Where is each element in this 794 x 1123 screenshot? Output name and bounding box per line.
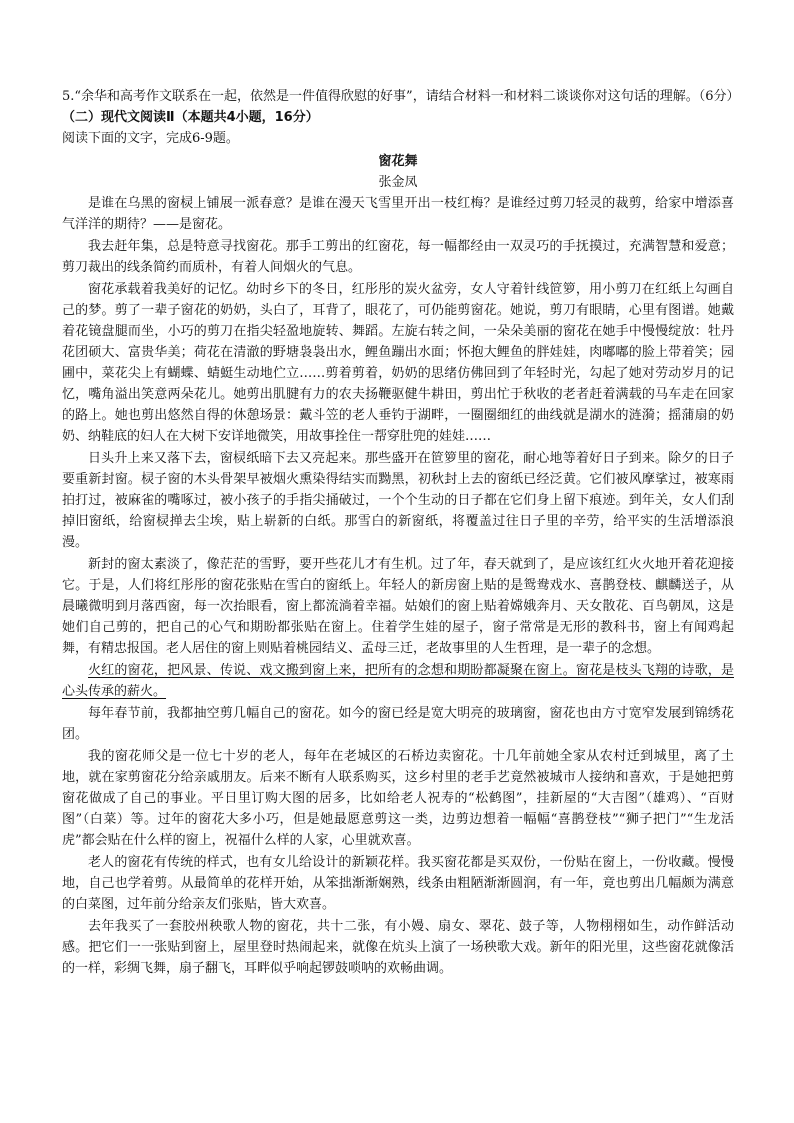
section-heading: （二）现代文阅读Ⅱ（本题共4小题，16分） [62,110,319,125]
article-paragraph-underlined: 火红的窗花，把风景、传说、戏文搬到窗上来，把所有的念想和期盼都凝聚在窗上。窗花是枝头飞翔的诗歌，是心头传承的薪火。 [62,663,734,699]
article-paragraph: 每年春节前，我都抽空剪几幅自己的窗花。如今的窗已经是宽大明亮的玻璃窗，窗花也由方寸宽窄发展到锦绣花团。 [62,706,734,742]
article-paragraph: 我的窗花师父是一位七十岁的老人，每年在老城区的石桥边卖窗花。十几年前她全家从农村迁到城里，离了土地，就在家剪窗花分给亲戚朋友。后来不断有人联系购买，这乡村里的老手艺竟然被城市人接纳和喜欢，于是她把剪窗花做成了自己的事业。平日里订购大图的居多，比如给老人祝寿的“松鹤图”，挂新屋的“大吉图”（雄鸡）、“百财图”（白菜）等。过年的窗花大多小巧，但是她最愿意剪这一类，边剪边想着一幅幅“喜鹊登枝”“狮子把门”“生龙活虎”都会贴在什么样的窗上，祝福什么样的人家，心里就欢喜。 [62,749,734,848]
document-page [62,86,740,980]
question-5: 5.“余华和高考作文联系在一起，依然是一件值得欣慰的好事”，请结合材料一和材料二谈谈你对这句话的理解。（6分） [62,89,740,104]
article-paragraph: 我去赶年集，总是特意寻找窗花。那手工剪出的红窗花，每一幅都经由一双灵巧的手抚摸过，充满智慧和爱意；剪刀裁出的线条简约而质朴，有着人间烟火的气息。 [62,239,734,275]
article-paragraph: 窗花承载着我美好的记忆。幼时乡下的冬日，红彤彤的炭火盆旁，女人守着针线笸箩，用小剪刀在红纸上勾画自己的梦。剪了一辈子窗花的奶奶，头白了，耳背了，眼花了，可仍能剪窗花。她说，剪刀有眼睛，心里有图谱。她戴着花镜盘腿而坐，小巧的剪刀在指尖轻盈地旋转、舞蹈。左旋右转之间，一朵朵美丽的窗花在她手中慢慢绽放：牡丹花团硕大、富贵华美；荷花在清澈的野塘袅袅出水，鲤鱼蹦出水面；怀抱大鲤鱼的胖娃娃，肉嘟嘟的脸上带着笑；园圃中，菜花尖上有蝴蝶、蜻蜓生动地伫立……剪着剪着，奶奶的思绪仿佛回到了年轻时光，勾起了她对劳动岁月的记忆，嘴角溢出笑意两朵花儿。她剪出肌腱有力的农夫扬鞭驱健牛耕田，剪出忙于秋收的老者赶着满载的马车走在回家的路上。她也剪出悠然自得的休憩场景：戴斗笠的老人垂钓于湖畔，一圈圈细红的曲线就是湖水的涟漪；摇蒲扇的奶奶、纳鞋底的妇人在大树下安详地微笑，用故事拴住一帮穿肚兜的娃娃…… [62,282,734,444]
article-title: 窗花舞 [378,154,418,169]
article-paragraph: 日头升上来又落下去，窗棂纸暗下去又亮起来。那些盛开在笸箩里的窗花，耐心地等着好日子到来。除夕的日子要重新封窗。棂子窗的木头骨架早被烟火熏染得结实而黝黑，初秋封上去的窗纸已经泛黄。它们被风摩挲过，被寒雨拍打过，被麻雀的嘴啄过，被小孩子的手指尖捅破过，一个个生动的日子都在它们身上留下痕迹。到年关，女人们刮掉旧窗纸，给窗棂掸去尘埃，贴上崭新的白纸。那雪白的新窗纸，将覆盖过往日子里的辛劳，给平实的生活增添浪漫。 [62,451,734,550]
article-paragraph: 去年我买了一套胶州秧歌人物的窗花，共十二张，有小嫚、扇女、翠花、鼓子等，人物栩栩如生，动作鲜活动感。把它们一一张贴到窗上，屋里登时热闹起来，就像在炕头上演了一场秧歌大戏。新年的阳光里，这些窗花就像活的一样，彩绸飞舞，扇子翻飞，耳畔似乎响起锣鼓唢呐的欢畅曲调。 [62,919,734,976]
article-author: 张金凤 [378,175,418,190]
article-paragraph: 老人的窗花有传统的样式，也有女儿给设计的新颖花样。我买窗花都是买双份，一份贴在窗上，一份收藏。慢慢地，自己也学着剪。从最简单的花样开始，从笨拙渐渐娴熟，线条由粗陋渐渐圆润，有一年，竟也剪出几幅颇为满意的白菜图，过年前分给亲友们张贴，皆大欢喜。 [62,855,734,912]
article-paragraph: 新封的窗太素淡了，像茫茫的雪野，要开些花儿才有生机。过了年，春天就到了，是应该红红火火地开着花迎接它。于是，人们将红彤彤的窗花张贴在雪白的窗纸上。年轻人的新房窗上贴的是鸳鸯戏水、喜鹊登枝、麒麟送子，从晨曦微明到月落西窗，每一次抬眼看，窗上都流淌着幸福。姑娘们的窗上贴着嫦娥奔月、天女散花、百鸟朝凤，这是她们自己剪的，把自己的心气和期盼都张贴在窗上。住着学生娃的屋子，窗子常常是无形的教科书，窗上有闻鸡起舞，有精忠报国。老人居住的窗上则贴着桃园结义、孟母三迁，老故事里的人生哲理，是一辈子的念想。 [62,557,734,656]
reading-instruction: 阅读下面的文字，完成6-9题。 [62,131,239,146]
article-paragraph: 是谁在乌黑的窗棂上铺展一派春意？是谁在漫天飞雪里开出一枝红梅？是谁经过剪刀轻灵的裁剪，给家中增添喜气洋洋的期待？——是窗花。 [62,196,734,232]
